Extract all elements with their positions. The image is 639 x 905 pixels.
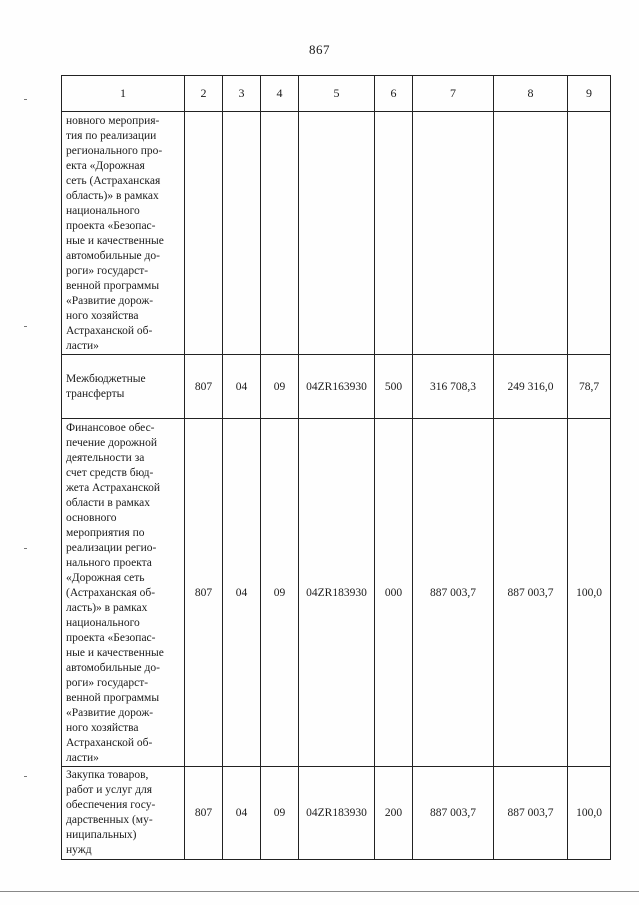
- bottom-rule: [0, 891, 639, 892]
- cell-col5: 04ZR163930: [299, 355, 375, 419]
- cell-col8: [494, 112, 568, 355]
- row-name-cell: [62, 767, 185, 860]
- table-row: [62, 355, 611, 419]
- cell-col6: [375, 112, 413, 355]
- cell-col4: [261, 112, 299, 355]
- cell-col6: 000: [375, 419, 413, 767]
- text-line: автомобильные до-: [66, 250, 160, 262]
- text-line: венной программы: [66, 280, 160, 292]
- page-number: 867: [309, 42, 330, 57]
- text-line: основного: [66, 512, 117, 524]
- text-line: роги» государст-: [66, 265, 149, 277]
- budget-table: [61, 75, 611, 860]
- column-header: 8: [494, 76, 568, 112]
- table-row: [62, 112, 611, 355]
- text-line: венной программы: [66, 692, 160, 704]
- table-row: [62, 767, 611, 860]
- cell-col4: 09: [261, 355, 299, 419]
- text-line: ные и качественные: [66, 235, 164, 247]
- column-header: 5: [299, 76, 375, 112]
- row-name: [66, 114, 182, 354]
- column-header: 3: [223, 76, 261, 112]
- row-name: [66, 421, 182, 766]
- margin-mark: [24, 776, 27, 777]
- text-line: национального: [66, 205, 140, 217]
- margin-mark: [24, 326, 27, 327]
- text-line: национального: [66, 617, 140, 629]
- cell-col5: 04ZR183930: [299, 419, 375, 767]
- row-name-cell: [62, 112, 185, 355]
- text-line: ного хозяйства: [66, 722, 139, 734]
- text-line: (Астраханская об-: [66, 587, 156, 599]
- cell-col9: 100,0: [568, 419, 611, 767]
- text-line: обеспечения госу-: [66, 799, 156, 811]
- row-name-cell: [62, 355, 185, 419]
- cell-col9: [568, 112, 611, 355]
- cell-col7: 887 003,7: [413, 767, 494, 860]
- cell-col4: 09: [261, 767, 299, 860]
- text-line: мероприятия по: [66, 527, 145, 539]
- cell-col7: [413, 112, 494, 355]
- text-line: регионального про-: [66, 145, 163, 157]
- column-header: 7: [413, 76, 494, 112]
- cell-col2: 807: [185, 355, 223, 419]
- text-line: тия по реализации: [66, 130, 157, 142]
- text-line: Астраханской об-: [66, 737, 153, 749]
- text-line: новного мероприя-: [66, 115, 160, 127]
- cell-col2: 807: [185, 419, 223, 767]
- cell-col3: [223, 112, 261, 355]
- text-line: Межбюджетные: [66, 373, 146, 385]
- cell-col8: 249 316,0: [494, 355, 568, 419]
- text-line: роги» государст-: [66, 677, 149, 689]
- column-header: 4: [261, 76, 299, 112]
- text-line: екта «Дорожная: [66, 160, 145, 172]
- cell-col5: 04ZR183930: [299, 767, 375, 860]
- margin-mark: [24, 548, 27, 549]
- text-line: ласть)» в рамках: [66, 602, 148, 614]
- cell-col9: 78,7: [568, 355, 611, 419]
- text-line: реализации регио-: [66, 542, 157, 554]
- text-line: счет средств бюд-: [66, 467, 154, 479]
- text-line: печение дорожной: [66, 437, 157, 449]
- text-line: области в рамках: [66, 497, 151, 509]
- cell-col8: 887 003,7: [494, 419, 568, 767]
- text-line: Закупка товаров,: [66, 769, 149, 781]
- cell-col4: 09: [261, 419, 299, 767]
- cell-col9: 100,0: [568, 767, 611, 860]
- text-line: ниципальных): [66, 829, 137, 841]
- text-line: ласти»: [66, 340, 99, 352]
- cell-col2: 807: [185, 767, 223, 860]
- text-line: проекта «Безопас-: [66, 220, 156, 232]
- column-header: 1: [62, 76, 185, 112]
- cell-col8: 887 003,7: [494, 767, 568, 860]
- text-line: дарственных (му-: [66, 814, 153, 826]
- text-line: нужд: [66, 844, 92, 856]
- table-row: [62, 419, 611, 767]
- row-name: [66, 372, 182, 402]
- cell-col5: [299, 112, 375, 355]
- text-line: проекта «Безопас-: [66, 632, 156, 644]
- column-header: 2: [185, 76, 223, 112]
- text-line: «Развитие дорож-: [66, 707, 154, 719]
- text-line: нального проекта: [66, 557, 152, 569]
- text-line: ные и качественные: [66, 647, 164, 659]
- cell-col3: 04: [223, 419, 261, 767]
- cell-col6: 500: [375, 355, 413, 419]
- text-line: ного хозяйства: [66, 310, 139, 322]
- table-header-row: [62, 76, 611, 112]
- text-line: «Дорожная сеть: [66, 572, 145, 584]
- text-line: жета Астраханской: [66, 482, 161, 494]
- row-name-cell: [62, 419, 185, 767]
- column-header: 9: [568, 76, 611, 112]
- text-line: автомобильные до-: [66, 662, 160, 674]
- cell-col6: 200: [375, 767, 413, 860]
- text-line: Астраханской об-: [66, 325, 153, 337]
- text-line: работ и услуг для: [66, 784, 153, 796]
- row-name: [66, 768, 182, 858]
- cell-col3: 04: [223, 767, 261, 860]
- text-line: область)» в рамках: [66, 190, 159, 202]
- text-line: сеть (Астраханская: [66, 175, 161, 187]
- cell-col3: 04: [223, 355, 261, 419]
- cell-col7: 887 003,7: [413, 419, 494, 767]
- cell-col7: 316 708,3: [413, 355, 494, 419]
- text-line: ласти»: [66, 752, 99, 764]
- margin-mark: [24, 99, 27, 100]
- column-header: 6: [375, 76, 413, 112]
- cell-col2: [185, 112, 223, 355]
- text-line: деятельности за: [66, 452, 145, 464]
- text-line: трансферты: [66, 388, 125, 400]
- text-line: Финансовое обес-: [66, 422, 155, 434]
- text-line: «Развитие дорож-: [66, 295, 154, 307]
